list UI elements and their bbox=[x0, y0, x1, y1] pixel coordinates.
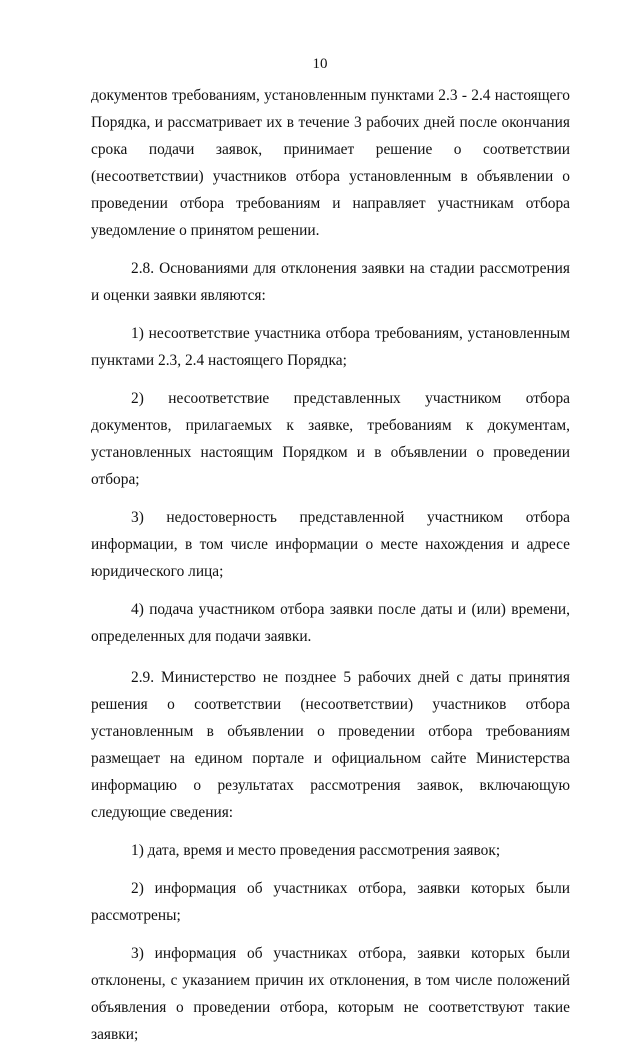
info-item-3: 3) информация об участниках отбора, заявки которых были отклонены, с указанием причин их отклонения, в том числе положений объявления о проведении отбора, которым не соответствуют такие заявки; bbox=[91, 945, 570, 1043]
list-item-3: 3) недостоверность представленной участником отбора информации, в том числе информации о месте нахождения и адресе юридического лица; bbox=[91, 509, 570, 580]
page-number: 10 bbox=[312, 56, 328, 72]
list-item-4: 4) подача участником отбора заявки после даты и (или) времени, определенных для подачи заявки. bbox=[91, 601, 570, 645]
list-item-2: 2) несоответствие представленных участником отбора документов, прилагаемых к заявке, требованиям к документам, установленных настоящим Порядком и в объявлении о проведении отбора; bbox=[91, 390, 570, 488]
paragraph-2-8: 2.8. Основаниями для отклонения заявки на стадии рассмотрения и оценки заявки являются: bbox=[91, 260, 570, 304]
info-item-1: 1) дата, время и место проведения рассмотрения заявок; bbox=[131, 842, 501, 859]
paragraph-2-9 bbox=[91, 664, 570, 826]
paragraph-continuation: документов требованиям, установленным пунктами 2.3 - 2.4 настоящего Порядка, и рассматривает их в течение 3 рабочих дней после окончания срока подачи заявок, принимает решение о соответствии (несоответствии) участников отбора установленным в объявлении о проведении отбора требованиям и направляет участникам отбора уведомление о принятом решении. bbox=[91, 87, 570, 239]
paragraph-2-9-rest: установленным в объявлении о проведении отбора требованиям размещает на едином портале и официальном сайте Министерства информацию о результатах рассмотрения заявок, включающую следующие сведения: bbox=[91, 723, 570, 821]
list-item-1: 1) несоответствие участника отбора требованиям, установленным пунктами 2.3, 2.4 настоящего Порядка; bbox=[91, 325, 570, 369]
info-item-2: 2) информация об участниках отбора, заявки которых были рассмотрены; bbox=[91, 880, 570, 924]
paragraph-2-9-line-2: решения о соответствии (несоответствии) участников отбора bbox=[91, 696, 570, 713]
document-body bbox=[91, 82, 570, 1048]
paragraph-2-9-line-1: 2.9. Министерство не позднее 5 рабочих дней с даты принятия bbox=[131, 669, 570, 686]
